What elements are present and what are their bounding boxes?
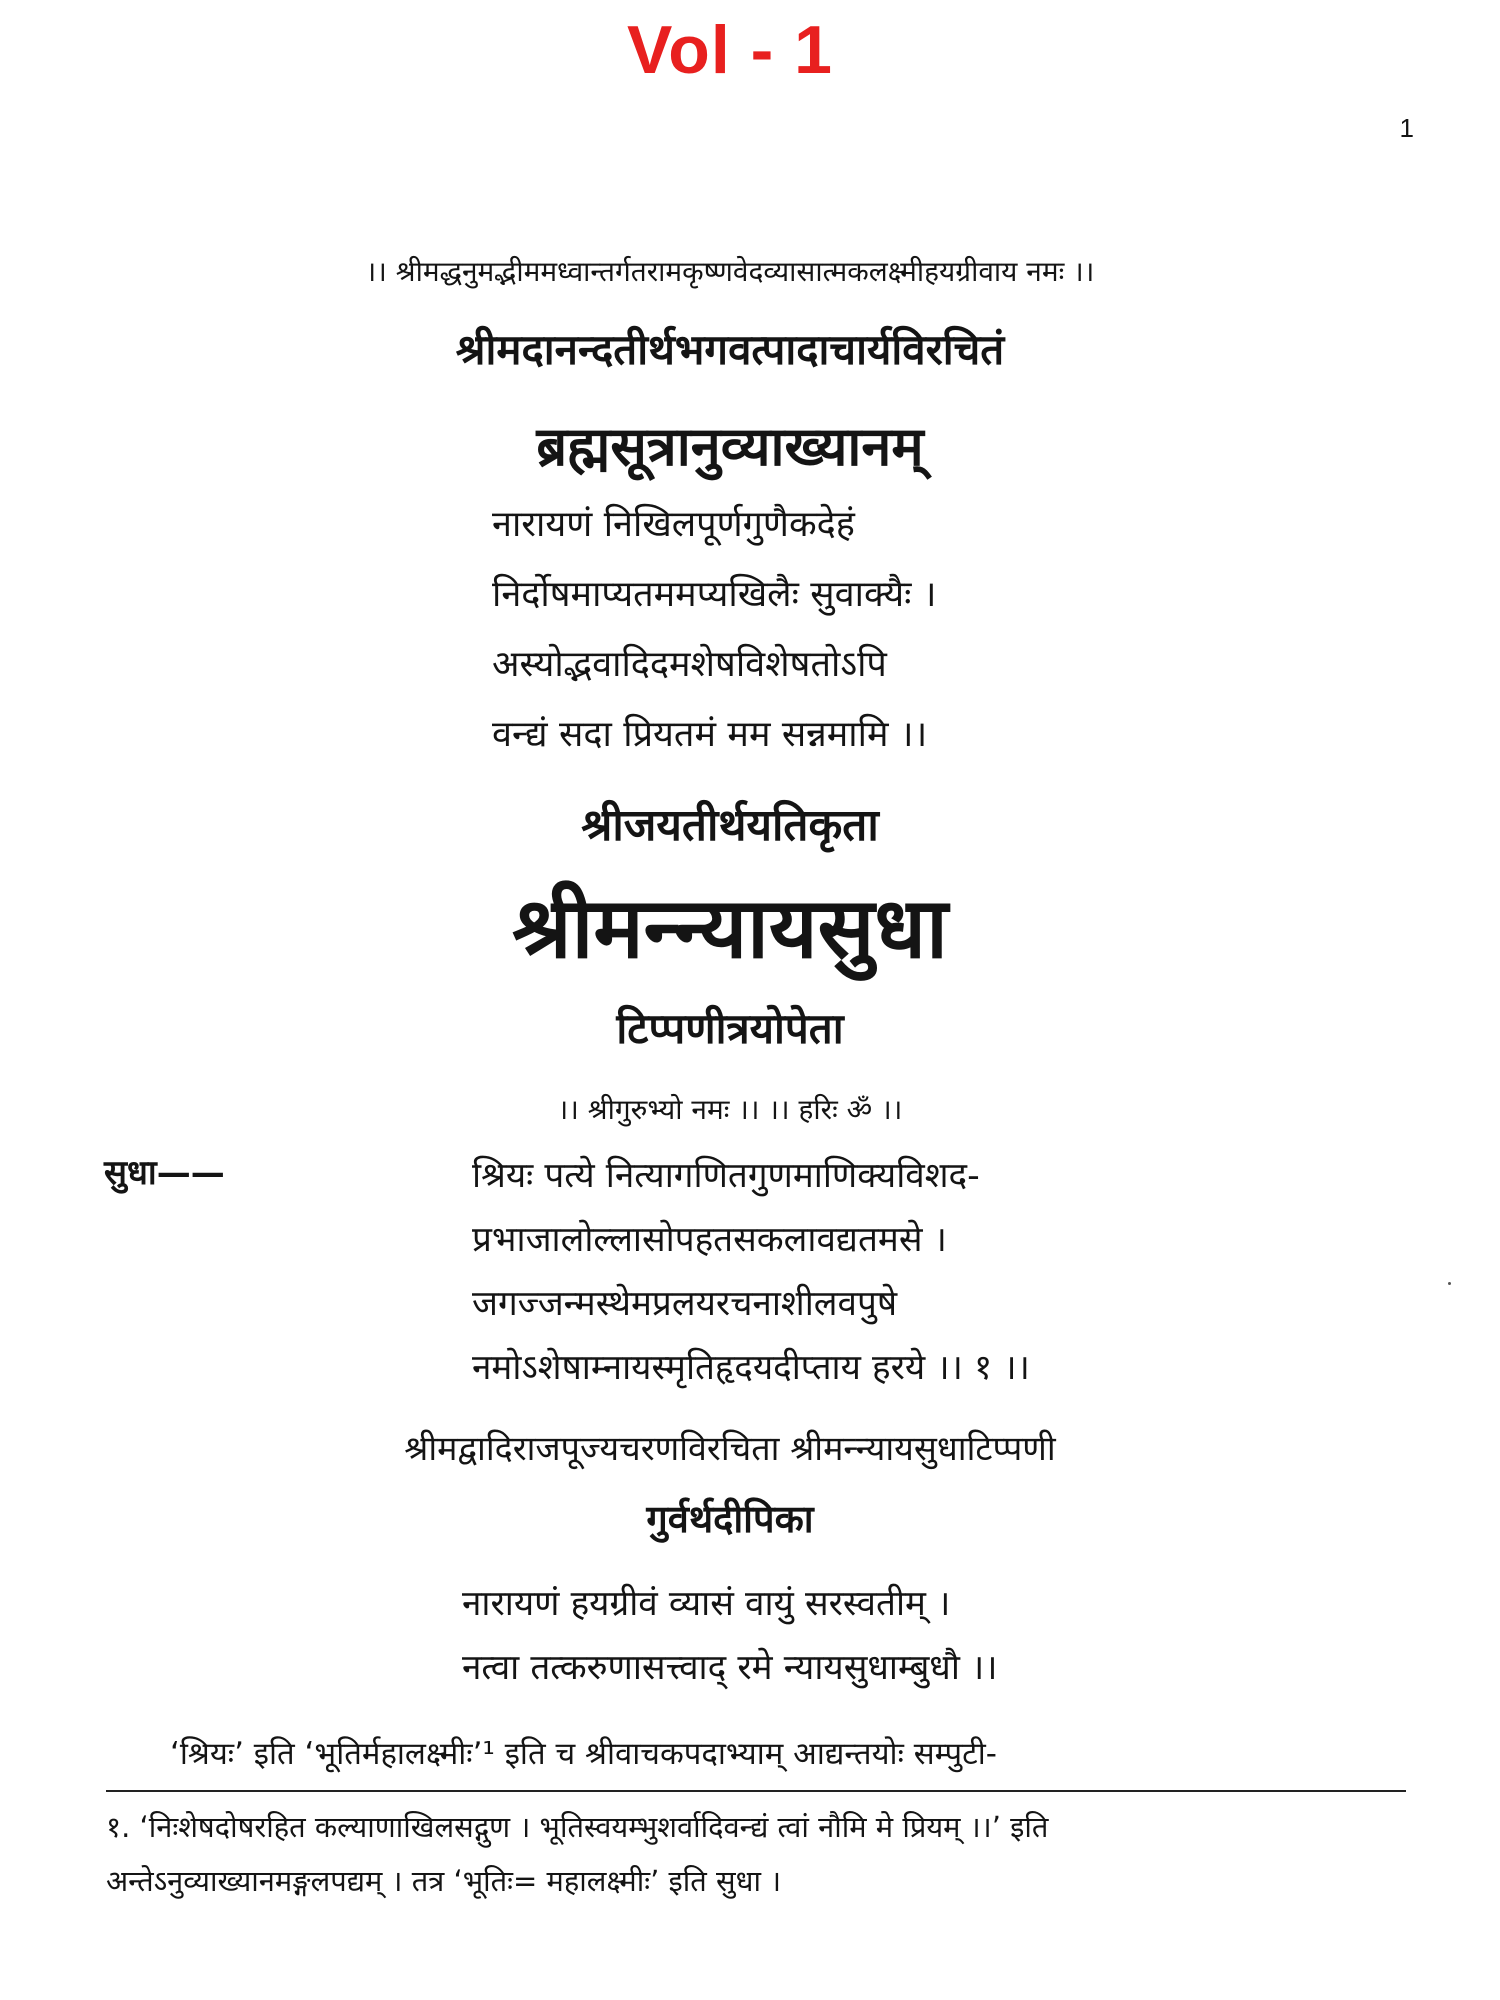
author-line: श्रीमदानन्दतीर्थभगवत्पादाचार्यविरचितं [455,325,1005,374]
verse-line: श्रियः पत्ये नित्यागणितगुणमाणिक्यविशद- [472,1156,980,1196]
volume-label: Vol - 1 [627,12,833,88]
verse-line: निर्दोषमाप्यतममप्यखिलैः सुवाक्यैः । [492,574,937,615]
vadiraja-line: श्रीमद्वादिराजपूज्यचरणविरचिता श्रीमन्न्यायसुधाटिप्पणी [404,1429,1056,1469]
verse-line: प्रभाजालोल्लासोपहतसकलावद्यतमसे । [472,1220,947,1260]
verse-line: नारायणं हयग्रीवं व्यासं वायुं सरस्वतीम् । [462,1584,951,1624]
verse-line: जगज्जन्मस्थेमप्रलयरचनाशीलवपुषे [472,1284,898,1324]
verse-line: नत्वा तत्करुणासत्त्वाद् रमे न्यायसुधाम्बुधौ ।। [462,1648,998,1688]
work-title: ब्रह्मसूत्रानुव्याख्यानम् [536,415,924,478]
sudha-verse [472,1144,1030,1400]
footnote-line: अन्तेऽनुव्याख्यानमङ्गलपद्यम् । तत्र ‘भूतिः= महालक्ष्मीः’ इति सुधा । [106,1864,782,1898]
footnote-divider [106,1790,1406,1792]
commentary-line: ‘श्रियः’ इति ‘भूतिर्महालक्ष्मीः’¹ इति च श्रीवाचकपदाभ्याम् आद्यन्तयोः सम्पुटी- [170,1736,997,1772]
mangala-verse [492,490,936,770]
verse-line: नमोऽशेषाम्नायस्मृतिहृदयदीप्ताय हरये ।। १ ।। [472,1348,1030,1388]
footnote-line: १. ‘निःशेषदोषरहित कल्याणाखिलसद्गुण । भूतिस्वयम्भुशर्वादिवन्द्यं त्वां नौमि मे प्रियम् ।।’ इति [106,1810,1049,1844]
verse-line: नारायणं निखिलपूर्णगुणैकदेहं [492,504,855,545]
guru-namah-line: ।। श्रीगुरुभ्यो नमः ।। ।। हरिः ॐ ।। [557,1093,903,1126]
gurvartha-verse [462,1572,998,1700]
main-title: श्रीमन्न्यायसुधा [512,879,948,977]
jayatirtha-line: श्रीजयतीर्थयतिकृता [581,800,879,851]
sudha-label: सुधा—— [104,1153,225,1193]
gurvartha-title: गुर्वर्थदीपिका [646,1497,814,1541]
verse-line: अस्योद्भवादिदमशेषविशेषतोऽपि [492,644,887,685]
subtitle: टिप्पणीत्रयोपेता [616,1004,844,1053]
page-number: 1 [1399,113,1414,143]
verse-line: वन्द्यं सदा प्रियतमं मम सन्नमामि ।। [492,714,928,755]
scan-speck [1448,1282,1451,1285]
invocation-line: ।। श्रीमद्धनुमद्भीममध्वान्तर्गतरामकृष्णवेदव्यासात्मकलक्ष्मीहयग्रीवाय नमः ।। [365,255,1095,288]
